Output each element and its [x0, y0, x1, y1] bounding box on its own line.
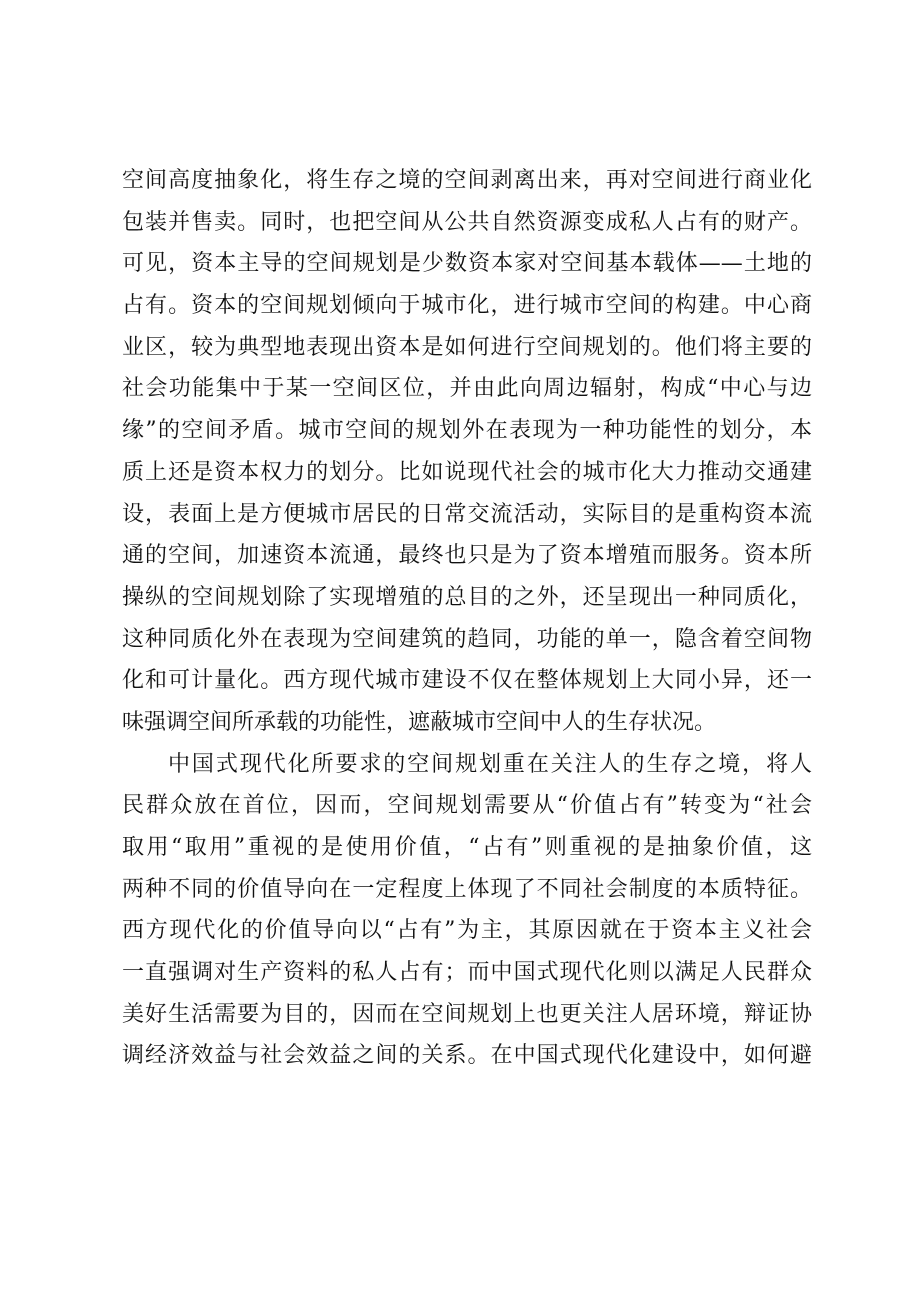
text-line: 西方现代化的价值导向以“占有”为主，其原因就在于资本主义社会 [122, 918, 812, 944]
text-line: 民群众放在首位，因而，空间规划需要从“价值占有”转变为“社会 [122, 793, 812, 819]
text-line: 调经济效益与社会效益之间的关系。在中国式现代化建设中，如何避 [122, 1043, 812, 1069]
text-line: 空间高度抽象化，将生存之境的空间剥离出来，再对空间进行商业化 [122, 168, 812, 193]
text-line: 一直强调对生产资料的私人占有；而中国式现代化则以满足人民群众 [122, 960, 812, 986]
paragraph-first-line: 中国式现代化所要求的空间规划重在关注人的生存之境，将人 [168, 751, 812, 777]
text-line: 两种不同的价值导向在一定程度上体现了不同社会制度的本质特征。 [122, 876, 812, 902]
text-line: 质上还是资本权力的划分。比如说现代社会的城市化大力推动交通建 [122, 459, 812, 485]
text-line: 味强调空间所承载的功能性，遮蔽城市空间中人的生存状况。 [122, 709, 717, 735]
text-line: 美好生活需要为目的，因而在空间规划上也更关注人居环境，辩证协 [122, 1001, 812, 1027]
text-line: 占有。资本的空间规划倾向于城市化，进行城市空间的构建。中心商 [122, 293, 812, 319]
text-line: 通的空间，加速资本流通，最终也只是为了资本增殖而服务。资本所 [122, 543, 812, 569]
text-line: 取用“取用”重视的是使用价值，“占有”则重视的是抽象价值，这 [122, 835, 812, 860]
text-line: 缘”的空间矛盾。城市空间的规划外在表现为一种功能性的划分，本 [122, 418, 812, 444]
text-line: 业区，较为典型地表现出资本是如何进行空间规划的。他们将主要的 [122, 334, 812, 360]
text-line: 化和可计量化。西方现代城市建设不仅在整体规划上大同小异，还一 [122, 668, 812, 694]
text-line: 包装并售卖。同时，也把空间从公共自然资源变成私人占有的财产。 [122, 209, 812, 235]
text-line: 操纵的空间规划除了实现增殖的总目的之外，还呈现出一种同质化， [122, 584, 812, 610]
text-line: 这种同质化外在表现为空间建筑的趋同，功能的单一，隐含着空间物 [122, 626, 812, 652]
text-line: 可见，资本主导的空间规划是少数资本家对空间基本载体——土地的 [122, 251, 812, 277]
text-line: 设，表面上是方便城市居民的日常交流活动，实际目的是重构资本流 [122, 501, 812, 527]
text-line: 社会功能集中于某一空间区位，并由此向周边辐射，构成“中心与边 [122, 376, 812, 402]
body-text [122, 160, 812, 1077]
